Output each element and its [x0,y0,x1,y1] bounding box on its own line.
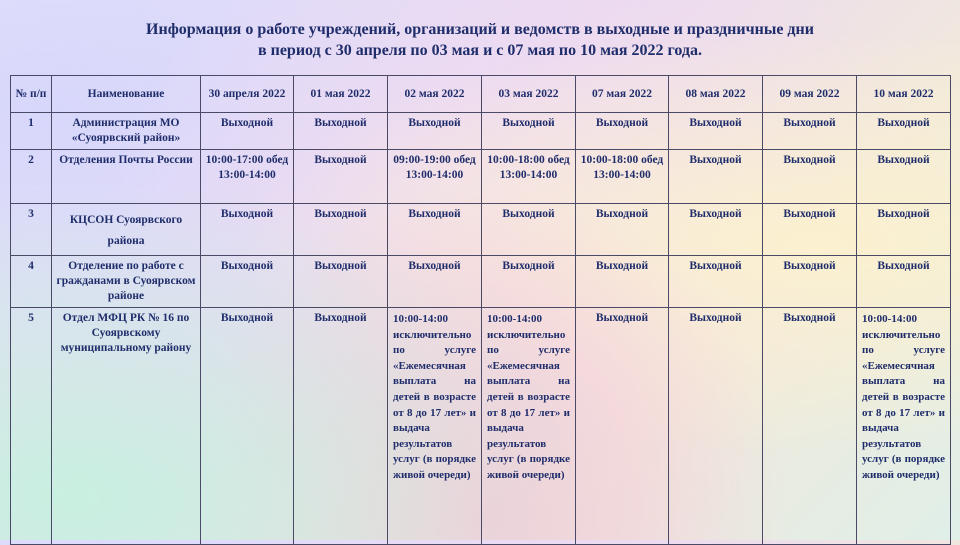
schedule-cell: Выходной [294,150,388,204]
schedule-cell: 10:00-14:00 исключительно по услуге «Ежемесячная выплата на детей в возрасте от 8 до 17 лет» и выдача результатов услуг (в порядке живой очереди) [857,308,951,545]
schedule-cell: Выходной [576,308,669,545]
schedule-cell: Выходной [294,256,388,308]
schedule-cell: Выходной [857,113,951,150]
schedule-cell: Выходной [388,113,482,150]
schedule-cell: Выходной [669,150,763,204]
schedule-cell: 10:00-18:00 обед 13:00-14:00 [482,150,576,204]
header-name: Наименование [52,76,201,113]
schedule-cell: 09:00-19:00 обед 13:00-14:00 [388,150,482,204]
row-number: 5 [11,308,52,545]
schedule-cell: Выходной [576,113,669,150]
header-date: 09 мая 2022 [763,76,857,113]
title-line-2: в период с 30 апреля по 03 мая и с 07 мая по 10 мая 2022 года. [257,42,703,59]
schedule-cell: Выходной [763,308,857,545]
header-date: 02 мая 2022 [388,76,482,113]
schedule-table [10,75,951,545]
schedule-cell: Выходной [669,308,763,545]
schedule-cell: Выходной [294,113,388,150]
header-date: 30 апреля 2022 [201,76,294,113]
table-row [11,256,951,308]
header-date: 08 мая 2022 [669,76,763,113]
schedule-cell: Выходной [669,204,763,256]
schedule-cell: Выходной [857,256,951,308]
title-line-1: Информация о работе учреждений, организаций и ведомств в выходные и праздничные дни [146,21,814,38]
table-row [11,113,951,150]
schedule-cell: Выходной [388,204,482,256]
header-date: 07 мая 2022 [576,76,669,113]
schedule-cell: 10:00-17:00 обед 13:00-14:00 [201,150,294,204]
schedule-cell: Выходной [388,256,482,308]
schedule-cell: Выходной [482,204,576,256]
schedule-cell: Выходной [763,113,857,150]
table-header-row [11,76,951,113]
page-title [0,19,960,61]
table-row [11,150,951,204]
schedule-cell: Выходной [763,204,857,256]
schedule-cell: Выходной [482,113,576,150]
organization-name: Администрация МО «Суоярвский район» [52,113,201,150]
schedule-cell: Выходной [482,256,576,308]
schedule-cell: Выходной [857,204,951,256]
schedule-cell: Выходной [669,113,763,150]
schedule-cell: 10:00-14:00 исключительно по услуге «Ежемесячная выплата на детей в возрасте от 8 до 17 лет» и выдача результатов услуг (в порядке живой очереди) [482,308,576,545]
organization-name: Отделение по работе с гражданами в Суоярвском районе [52,256,201,308]
header-date: 10 мая 2022 [857,76,951,113]
schedule-cell: 10:00-14:00 исключительно по услуге «Ежемесячная выплата на детей в возрасте от 8 до 17 лет» и выдача результатов услуг (в порядке живой очереди) [388,308,482,545]
schedule-cell: Выходной [201,308,294,545]
schedule-cell: Выходной [669,256,763,308]
header-date: 01 мая 2022 [294,76,388,113]
table-row [11,204,951,256]
organization-name: КЦСОН Суоярвского района [52,204,201,256]
schedule-cell: 10:00-18:00 обед 13:00-14:00 [576,150,669,204]
row-number: 2 [11,150,52,204]
row-number: 1 [11,113,52,150]
schedule-cell: Выходной [576,204,669,256]
row-number: 3 [11,204,52,256]
schedule-cell: Выходной [294,308,388,545]
schedule-cell: Выходной [201,204,294,256]
organization-name: Отделения Почты России [52,150,201,204]
header-date: 03 мая 2022 [482,76,576,113]
schedule-cell: Выходной [294,204,388,256]
organization-name: Отдел МФЦ РК № 16 по Суоярвскому муниципальному району [52,308,201,545]
row-number: 4 [11,256,52,308]
schedule-cell: Выходной [857,150,951,204]
table-row [11,308,951,545]
schedule-cell: Выходной [763,150,857,204]
schedule-cell: Выходной [576,256,669,308]
header-num: № п/п [11,76,52,113]
schedule-cell: Выходной [763,256,857,308]
schedule-cell: Выходной [201,256,294,308]
schedule-cell: Выходной [201,113,294,150]
